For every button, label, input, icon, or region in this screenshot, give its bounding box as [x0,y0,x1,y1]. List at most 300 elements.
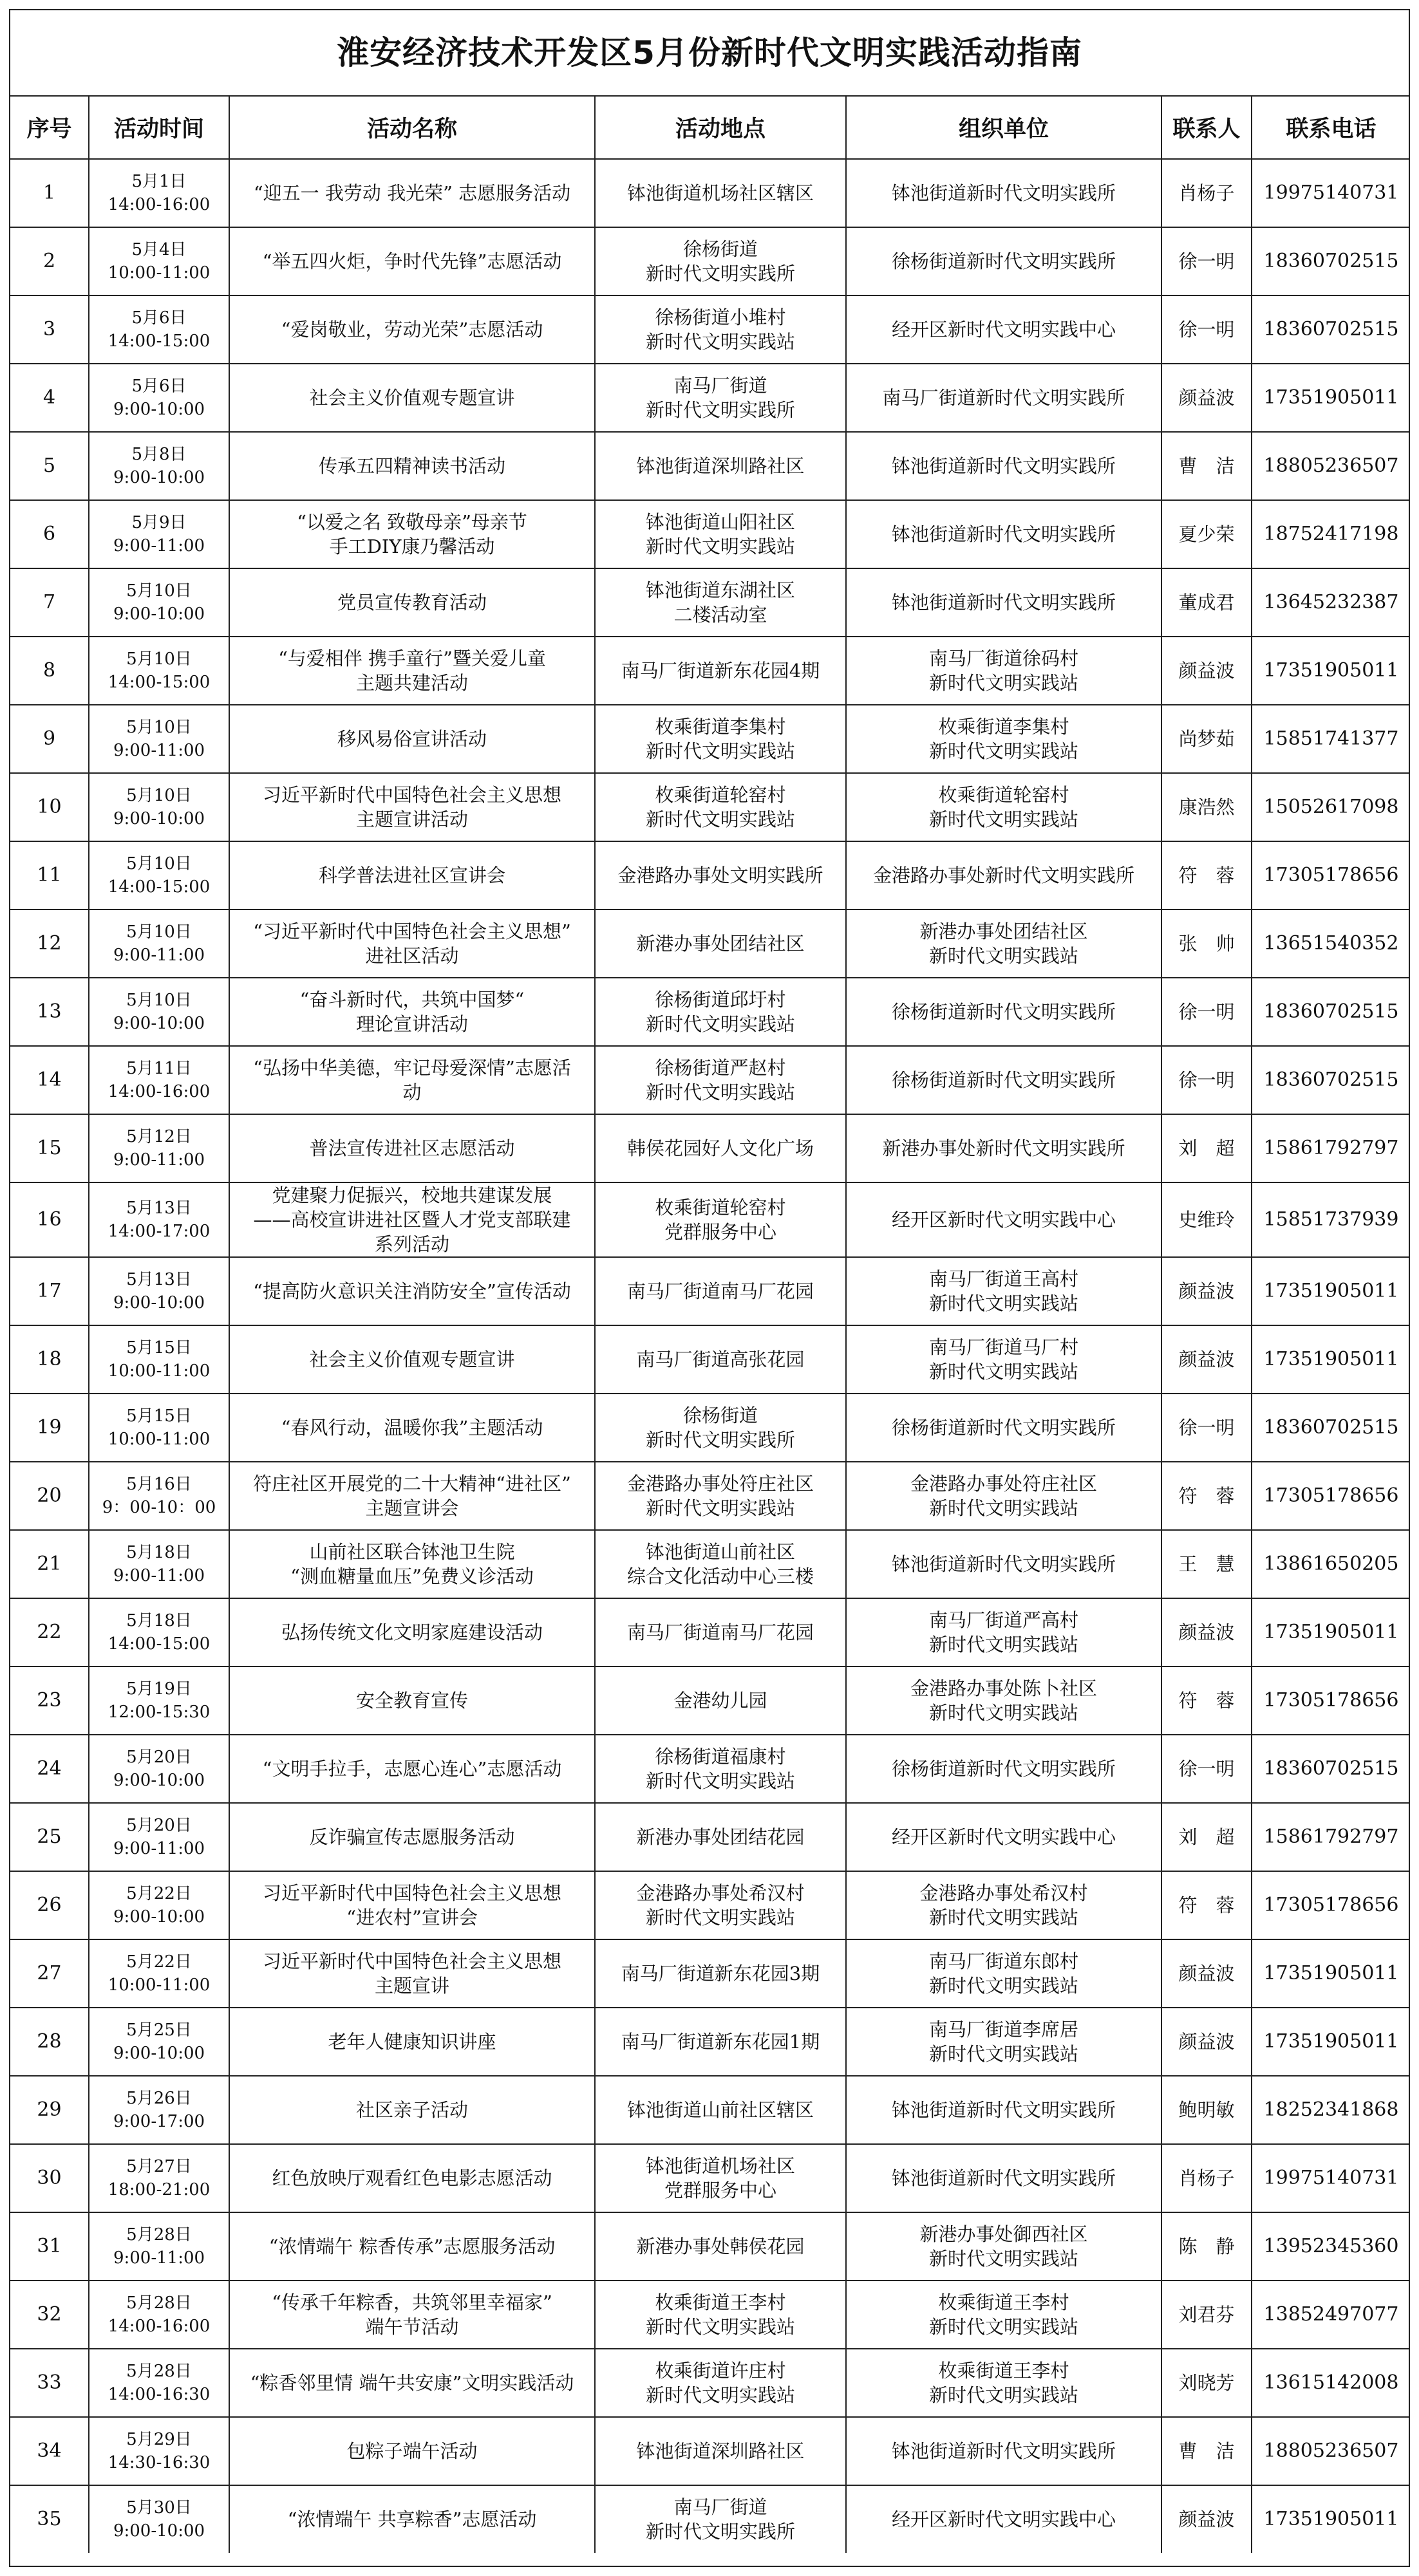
contact-person-cell [1161,227,1252,295]
row-number-line: 30 [37,2167,62,2189]
row-number-line: 33 [37,2371,62,2394]
table-row [10,910,1410,978]
activity-name-line: 理论宣讲活动 [355,1013,468,1035]
activity-place-line: 二楼活动室 [673,604,767,626]
contact-phone-line: 17351905011 [1263,1280,1399,1302]
activity-place-cell [595,773,846,841]
activity-name-cell [229,978,595,1046]
contact-phone-cell [1252,773,1410,841]
row-number-cell [10,1114,89,1182]
activity-name-cell [229,432,595,500]
activity-name-cell [229,1182,595,1257]
organizer-line: 钵池街道新时代文明实践所 [891,2440,1116,2462]
contact-phone-line: 18805236507 [1263,2440,1399,2462]
activity-time-line: 9:00-10:00 [113,468,205,487]
row-number-line: 13 [37,1000,62,1023]
table-row [10,841,1410,910]
activity-name-line: “奋斗新时代，共筑中国梦“ [299,989,525,1011]
activity-time-cell [89,159,229,227]
contact-person-cell [1161,1114,1252,1182]
row-number-line: 12 [37,932,62,955]
organizer-cell [846,705,1161,773]
activity-time-cell [89,978,229,1046]
activity-time-line: 5月19日 [126,1679,192,1699]
contact-phone-cell [1252,364,1410,432]
activity-place-cell [595,2281,846,2349]
activity-place-line: 新时代文明实践所 [645,263,795,285]
activity-time-line: 5月11日 [126,1059,192,1078]
activity-time-cell [89,2076,229,2144]
activity-place-cell [595,1394,846,1462]
contact-person-cell [1161,910,1252,978]
organizer-cell [846,568,1161,637]
row-number-line: 19 [37,1416,62,1439]
row-number-cell [10,1530,89,1598]
activity-name-cell [229,1666,595,1735]
organizer-cell [846,227,1161,295]
contact-phone-line: 19975140731 [1263,2167,1399,2189]
contact-phone-line: 17351905011 [1263,1348,1399,1370]
contact-phone-cell [1252,1046,1410,1114]
activity-place-line: 钵池街道山阳社区 [645,511,795,533]
organizer-line: 钵池街道新时代文明实践所 [891,523,1116,545]
activity-time-cell [89,2485,229,2553]
table-row [10,1735,1410,1803]
activity-name-line: “以爱之名 致敬母亲”母亲节 [297,511,527,533]
row-number-line: 35 [37,2508,62,2530]
row-number-line: 31 [37,2235,62,2257]
contact-person-line: 符 蓉 [1178,1690,1235,1712]
contact-phone-cell [1252,568,1410,637]
contact-person-cell [1161,705,1252,773]
contact-person-line: 颜益波 [1178,387,1235,409]
contact-person-cell [1161,1325,1252,1394]
activity-time-line: 12:00-15:30 [108,1703,211,1722]
activity-time-cell [89,1462,229,1530]
table-row [10,295,1410,364]
activity-place-line: 新时代文明实践站 [645,2316,795,2338]
organizer-line: 钵池街道新时代文明实践所 [891,455,1116,477]
activity-name-line: “提高防火意识关注消防安全”宣传活动 [253,1280,571,1302]
organizer-cell [846,1394,1161,1462]
row-number-line: 1 [42,182,56,204]
row-number-line: 27 [37,1962,62,1984]
activity-time-line: 5月10日 [126,581,192,601]
table-row [10,2008,1410,2076]
activity-name-line: 科学普法进社区宣讲会 [318,864,505,886]
activity-name-cell [229,1046,595,1114]
activity-time-line: 5月18日 [126,1611,192,1630]
contact-person-line: 徐一明 [1178,1069,1235,1091]
activity-name-cell [229,1394,595,1462]
row-number-cell [10,1462,89,1530]
header-row [10,97,1410,159]
activity-time-line: 5月26日 [126,2089,192,2108]
activity-place-cell [595,2417,846,2485]
row-number-cell [10,1182,89,1257]
contact-person-line: 颜益波 [1178,660,1235,682]
activity-time-cell [89,1394,229,1462]
activity-name-cell [229,500,595,568]
organizer-line: 金港路办事处陈卜社区 [910,1677,1097,1699]
row-number-line: 23 [37,1689,62,1712]
contact-person-line: 董成君 [1178,592,1235,613]
organizer-cell [846,773,1161,841]
contact-person-line: 肖杨子 [1178,2167,1235,2189]
contact-phone-line: 17351905011 [1263,2508,1399,2530]
activity-name-line: 系列活动 [374,1233,449,1255]
activity-time-line: 9:00-10:00 [113,400,205,419]
activity-name-line: “弘扬中华美德，牢记母爱深情”志愿活 [253,1057,571,1079]
contact-phone-cell [1252,705,1410,773]
contact-phone-line: 18360702515 [1263,1757,1399,1780]
activity-place-line: 徐杨街道严赵村 [655,1057,786,1079]
contact-phone-line: 18360702515 [1263,318,1399,341]
contact-phone-line: 15861792797 [1263,1137,1399,1159]
contact-phone-line: 17351905011 [1263,1962,1399,1984]
activity-time-cell [89,1182,229,1257]
activity-name-line: “举五四火炬，争时代先锋”志愿活动 [262,250,562,272]
activity-place-cell [595,1735,846,1803]
activity-place-line: 钵池街道东湖社区 [645,579,795,601]
organizer-cell [846,295,1161,364]
activity-place-cell [595,910,846,978]
activity-place-line: 钵池街道山前社区 [645,1541,795,1563]
activity-place-cell [595,432,846,500]
activity-time-cell [89,2212,229,2281]
contact-phone-line: 13861650205 [1263,1553,1399,1575]
activity-name-line: 传承五四精神读书活动 [318,455,505,477]
organizer-line: 徐杨街道新时代文明实践所 [891,1758,1116,1780]
activity-place-line: 新时代文明实践站 [645,1497,795,1519]
organizer-cell [846,1871,1161,1939]
contact-phone-cell [1252,1735,1410,1803]
activity-name-line: “浓情端午 共享粽香”志愿活动 [287,2508,537,2530]
activity-name-cell [229,1598,595,1666]
contact-phone-cell [1252,2008,1410,2076]
activity-place-cell [595,1803,846,1871]
contact-person-cell [1161,1939,1252,2008]
activity-place-cell [595,159,846,227]
activity-name-cell [229,2281,595,2349]
activity-name-line: 符庄社区开展党的二十大精神“进社区” [253,1473,571,1495]
row-number-line: 21 [37,1553,62,1575]
contact-phone-cell [1252,1666,1410,1735]
organizer-line: 新时代文明实践站 [928,1702,1078,1724]
activity-place-cell [595,2349,846,2417]
table-row [10,1257,1410,1325]
organizer-line: 钵池街道新时代文明实践所 [891,592,1116,613]
organizer-cell [846,1530,1161,1598]
contact-phone-line: 15052617098 [1263,796,1399,818]
activity-time-cell [89,1046,229,1114]
row-number-cell [10,773,89,841]
activity-time-line: 5月28日 [126,2293,192,2313]
contact-phone-cell [1252,1325,1410,1394]
activity-time-cell [89,295,229,364]
row-number-cell [10,159,89,227]
contact-person-line: 徐一明 [1178,250,1235,272]
activity-name-line: “进农村”宣讲会 [346,1907,478,1928]
organizer-line: 新港办事处团结社区 [919,920,1088,942]
contact-person-line: 徐一明 [1178,1758,1235,1780]
row-number-line: 4 [42,386,56,409]
activity-place-line: 枚乘街道许庄村 [655,2360,786,2382]
table-row [10,1462,1410,1530]
contact-person-line: 刘 超 [1178,1137,1235,1159]
table-row [10,364,1410,432]
activity-place-line: 徐杨街道 [682,1405,758,1426]
activity-time-line: 5月22日 [126,1884,192,1903]
activity-place-cell [595,295,846,364]
organizer-cell [846,1114,1161,1182]
activity-time-line: 5月10日 [126,854,192,873]
activity-time-line: 9:00-10:00 [113,809,205,828]
row-number-cell [10,1666,89,1735]
contact-person-line: 陈 静 [1178,2235,1235,2257]
activity-place-cell [595,1939,846,2008]
activity-place-line: 南马厂街道南马厂花园 [626,1280,814,1302]
activity-time-cell [89,705,229,773]
activity-time-line: 9:00-11:00 [113,1839,205,1858]
activity-place-line: 新时代文明实践站 [645,808,795,830]
activity-time-line: 9:00-11:00 [113,1566,205,1585]
contact-person-line: 颜益波 [1178,2508,1235,2530]
row-number-cell [10,1046,89,1114]
activity-time-line: 9:00-11:00 [113,1150,205,1170]
activity-place-cell [595,1182,846,1257]
activity-place-line: 枚乘街道王李村 [655,2291,786,2313]
activity-place-line: 南马厂街道新东花园1期 [621,2031,820,2053]
header-phone: 联系电话 [1252,97,1410,159]
row-number-line: 9 [42,727,56,750]
table-row [10,1046,1410,1114]
table-row [10,1666,1410,1735]
organizer-line: 新时代文明实践站 [928,945,1078,967]
activity-time-line: 5月12日 [126,1127,192,1146]
activity-name-line: 社会主义价值观专题宣讲 [309,1349,515,1370]
activity-name-line: 习近平新时代中国特色社会主义思想 [262,1950,561,1972]
contact-phone-cell [1252,2212,1410,2281]
contact-phone-cell [1252,2144,1410,2212]
row-number-line: 32 [37,2303,62,2326]
contact-phone-line: 17351905011 [1263,386,1399,409]
activity-place-cell [595,978,846,1046]
row-number-cell [10,910,89,978]
row-number-cell [10,841,89,910]
activity-name-cell [229,1939,595,2008]
activity-time-cell [89,1598,229,1666]
activity-place-line: 钵池街道机场社区辖区 [626,182,814,204]
organizer-line: 新时代文明实践站 [928,1907,1078,1928]
contact-phone-cell [1252,1257,1410,1325]
organizer-cell [846,1803,1161,1871]
activity-name-line: 党员宣传教育活动 [337,592,487,613]
contact-person-line: 曹 洁 [1178,2440,1235,2462]
activity-name-line: 弘扬传统文化文明家庭建设活动 [281,1621,543,1643]
table-row [10,1939,1410,2008]
activity-name-line: ——高校宣讲进社区暨人才党支部联建 [253,1209,571,1231]
activity-name-cell [229,2076,595,2144]
activity-time-cell [89,773,229,841]
contact-person-line: 刘晓芳 [1178,2372,1235,2394]
activity-place-line: 徐杨街道福康村 [655,1746,786,1768]
activity-place-cell [595,364,846,432]
organizer-cell [846,637,1161,705]
activity-place-line: 南马厂街道 [673,2496,767,2518]
organizer-line: 金港路办事处希汉村 [919,1882,1088,1904]
row-number-line: 5 [42,454,56,477]
table-row [10,637,1410,705]
contact-person-line: 史维玲 [1178,1209,1235,1231]
activity-place-cell [595,2485,846,2553]
header-place: 活动地点 [595,97,846,159]
activity-place-cell [595,1046,846,1114]
organizer-cell [846,841,1161,910]
contact-person-line: 鲍明敏 [1178,2099,1235,2121]
activity-place-line: 徐杨街道邱圩村 [655,989,786,1011]
organizer-cell [846,2281,1161,2349]
contact-phone-line: 15851741377 [1263,727,1399,750]
activity-place-cell [595,2144,846,2212]
activity-time-line: 5月10日 [126,922,192,942]
activity-time-cell [89,910,229,978]
contact-phone-cell [1252,841,1410,910]
organizer-line: 经开区新时代文明实践中心 [891,1209,1116,1231]
activity-name-line: 社区亲子活动 [355,2099,468,2121]
activity-time-line: 5月10日 [126,718,192,737]
organizer-line: 南马厂街道严高村 [928,1609,1078,1631]
row-number-cell [10,637,89,705]
activity-name-line: “春风行动，温暖你我”主题活动 [281,1417,543,1439]
contact-person-cell [1161,2144,1252,2212]
contact-phone-line: 17351905011 [1263,2030,1399,2053]
organizer-line: 枚乘街道王李村 [938,2360,1069,2382]
contact-phone-line: 13952345360 [1263,2235,1399,2257]
contact-person-cell [1161,1871,1252,1939]
activity-time-line: 5月28日 [126,2225,192,2245]
contact-phone-cell [1252,2417,1410,2485]
activity-time-line: 10:00-11:00 [108,1975,211,1995]
activity-place-cell [595,2212,846,2281]
activity-name-cell [229,1871,595,1939]
activity-name-line: “习近平新时代中国特色社会主义思想” [253,920,571,942]
organizer-cell [846,2417,1161,2485]
activity-time-cell [89,2144,229,2212]
activity-time-line: 5月10日 [126,649,192,669]
activity-time-line: 5月1日 [131,172,187,191]
table-row [10,705,1410,773]
organizer-line: 南马厂街道新时代文明实践所 [882,387,1125,409]
organizer-cell [846,159,1161,227]
activity-name-line: “迎五一 我劳动 我光荣” 志愿服务活动 [253,182,571,204]
activity-time-cell [89,1871,229,1939]
contact-person-line: 符 蓉 [1178,1485,1235,1507]
activity-place-line: 枚乘街道轮窑村 [655,784,786,806]
activity-place-line: 钵池街道深圳路社区 [636,455,805,477]
contact-person-cell [1161,2281,1252,2349]
organizer-line: 枚乘街道王李村 [938,2291,1069,2313]
row-number-line: 8 [42,659,56,682]
row-number-cell [10,295,89,364]
activity-time-line: 14:00-15:00 [108,331,211,351]
contact-person-cell [1161,2485,1252,2553]
activity-place-cell [595,1598,846,1666]
organizer-line: 经开区新时代文明实践中心 [891,2508,1116,2530]
activity-name-cell [229,2349,595,2417]
row-number-line: 24 [37,1757,62,1780]
activity-time-line: 14:00-15:00 [108,1634,211,1654]
activity-time-cell [89,637,229,705]
activity-time-cell [89,1530,229,1598]
contact-phone-line: 18805236507 [1263,454,1399,477]
activity-place-line: 金港路办事处希汉村 [636,1882,805,1904]
activity-name-line: 移风易俗宣讲活动 [337,728,487,750]
organizer-line: 新时代文明实践站 [928,1361,1078,1383]
activity-place-cell [595,1871,846,1939]
table-row [10,432,1410,500]
contact-phone-cell [1252,2349,1410,2417]
organizer-cell [846,2349,1161,2417]
row-number-line: 15 [37,1137,62,1159]
activity-place-line: 新时代文明实践所 [645,1429,795,1451]
activity-place-cell [595,1325,846,1394]
activity-time-line: 9:00-10:00 [113,2521,205,2541]
activity-time-line: 9:00-11:00 [113,2248,205,2268]
row-number-line: 3 [42,318,56,341]
contact-person-cell [1161,978,1252,1046]
organizer-cell [846,1325,1161,1394]
activity-time-line: 9:00-10:00 [113,1014,205,1033]
activity-place-cell [595,1666,846,1735]
activity-time-line: 9:00-10:00 [113,604,205,624]
activity-name-cell [229,637,595,705]
row-number-line: 10 [37,796,62,818]
activity-name-cell [229,910,595,978]
activity-time-line: 5月18日 [126,1543,192,1562]
activity-place-line: 金港路办事处符庄社区 [626,1473,814,1495]
contact-phone-line: 17305178656 [1263,1689,1399,1712]
row-number-cell [10,1257,89,1325]
contact-phone-line: 15851737939 [1263,1208,1399,1231]
activity-name-cell [229,1803,595,1871]
table-row [10,159,1410,227]
contact-person-cell [1161,364,1252,432]
row-number-line: 6 [42,523,56,545]
contact-person-line: 刘君芬 [1178,2304,1235,2326]
activity-place-cell [595,841,846,910]
activity-time-line: 5月27日 [126,2157,192,2176]
activity-time-cell [89,1257,229,1325]
activity-place-line: 新时代文明实践站 [645,1770,795,1792]
contact-phone-line: 18360702515 [1263,1416,1399,1439]
contact-person-cell [1161,2349,1252,2417]
activity-name-line: “与爱相伴 携手童行”暨关爱儿童 [278,648,546,669]
contact-person-cell [1161,637,1252,705]
activity-time-line: 14:00-17:00 [108,1222,211,1241]
contact-person-cell [1161,1803,1252,1871]
organizer-line: 南马厂街道王高村 [928,1268,1078,1290]
table-row [10,1803,1410,1871]
activity-time-line: 9:00-11:00 [113,741,205,760]
table-row [10,2144,1410,2212]
row-number-line: 2 [42,250,56,272]
activity-time-line: 5月30日 [126,2498,192,2517]
activity-time-line: 14:00-16:00 [108,195,211,214]
organizer-line: 新时代文明实践站 [928,2316,1078,2338]
contact-phone-cell [1252,2076,1410,2144]
contact-person-cell [1161,1530,1252,1598]
